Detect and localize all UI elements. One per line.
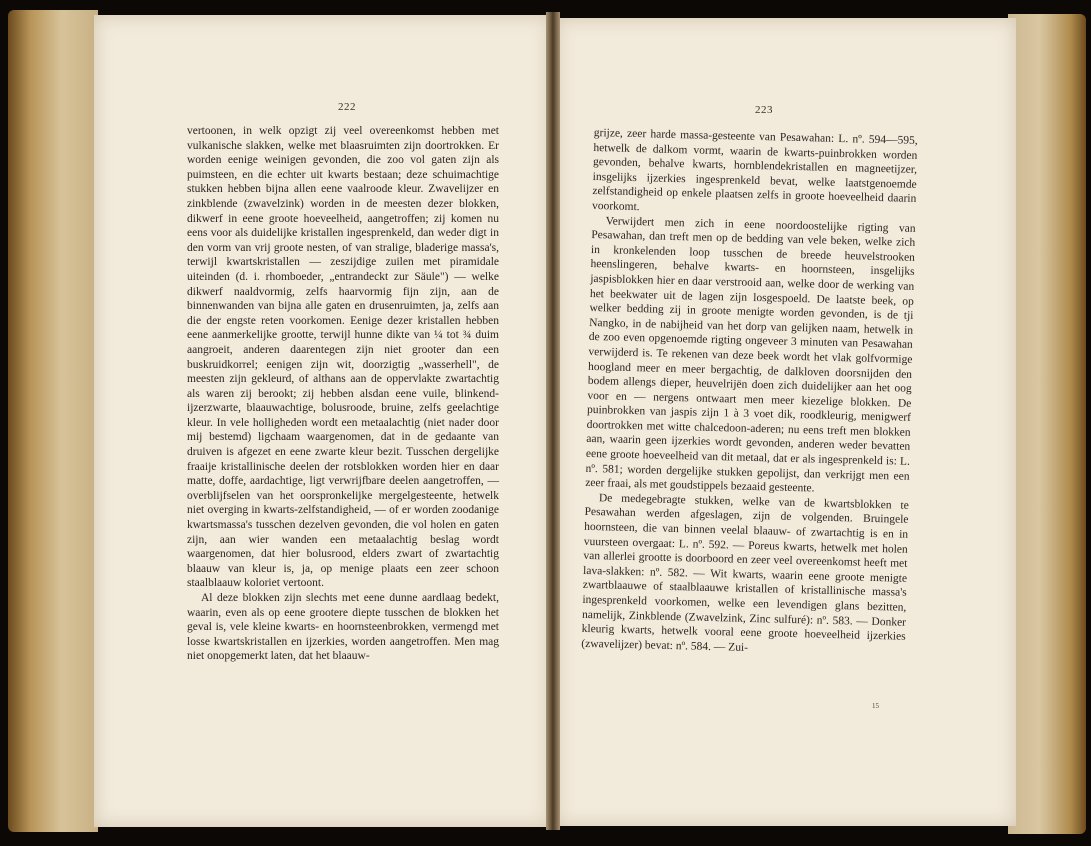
page-edges-right — [1008, 14, 1086, 834]
paragraph: De medegebragte stukken, welke van de kwartsblokken te Pesawahan werden afgeslagen, zijn de volgenden. Bruingele hoornsteen, die van binnen veelal blaauw- of zwartachtig is en in vuursteen overgaat: L. nº. 592. — Poreus kwarts, hetwelk met holen van allerlei grootte is doorboord en zeer veel overeenkomst heeft met lava-slakken: nº. 582. — Wit kwarts, waarin eene groote menigte zwartblaauwe of staalblaauwe kristallen of kristallinische massa's ingesprenkeld voorkomen, welke een levendigen glans bezitten, namelijk, Zinkblende (Zwavelzink, Zinc sulfuré): nº. 583. — Donker kleurig kwarts, hetwelk vooral eene groote hoeveelheid ijzerkies (zwavelijzer) bevat: nº. 584. — Zui- — [581, 492, 909, 654]
signature-mark: 15 — [872, 702, 879, 710]
paragraph: Al deze blokken zijn slechts met eene dunne aardlaag bedekt, waarin, even als op eene grootere diepte tusschen de blokken het geval is, vele kleine kwarts- en hoornsteenbrokken, vermengd met losse kwartskristallen en ijzerkies, worden aangetroffen. Men mag niet onopgemerkt laten, dat het blaauw- — [187, 592, 499, 663]
paragraph: Verwijdert men zich in eene noordoostelijke rigting van Pesawahan, dan treft men op de bedding van vele beken, welke zich in kronkelenden loop tusschen de breede heuvelstrooken heenslingeren, behalve kwarts- en hoornsteen, insgelijks jaspisblokken hier en daar verstrooid aan, welke door de werking van het beekwater uit de lagen zijn losgespoeld. De laatste beek, op welker bedding zij in groote menigte worden gevonden, is de tji Nangko, in de nabijheid van het dorp van gelijken naam, hetwelk in de zoo even opgenoemde rigting ongeveer 3 minuten van Pesawahan verwijderd is. Te rekenen van deze beek wordt het vlak golfvormige hoogland meer en meer bergachtig, de dalkloven doorsnijden den bodem allengs dieper, heuvelrijën doen zich duidelijker aan het oog voor en — nergens ontwaart men meer kiezelige blokken. De puinbrokken van jaspis zijn 1 à 3 voet dik, roodkleurig, menigwerf doortrokken met witte chalcedoon-aderen; nu eens treft men blokken aan, waarin geen ijzerkies wordt gevonden, anderen weder bevatten eene groote hoeveelheid van dit metaal, dat er als ingesprenkeld is: L. nº. 581; worden dergelijke stukken gepolijst, dan verkrijgt men een zeer fraai, als met goudstippels bezaaid gesteente. — [585, 214, 916, 495]
page-number-left: 222 — [338, 101, 356, 113]
right-page-text — [581, 126, 918, 659]
paragraph: grijze, zeer harde massa-gesteente van Pesawahan: L. nº. 594—595, hetwelk de dalkom vormt, waarin de kwarts-puinbrokken worden gevonden, behalve kwarts, hornblendekristallen en magneetijzer, insgelijks ijzerkies ingesprenkeld bevat, welke laatstgenoemde zelfstandigheid op enkele plaatsen zelfs in groote hoeveelheid daarin voorkomt. — [591, 126, 918, 214]
left-page-text — [187, 124, 499, 664]
page-number-right: 223 — [755, 104, 773, 116]
book-gutter — [546, 12, 560, 830]
page-edges-left — [8, 10, 98, 832]
paragraph: vertoonen, in welk opzigt zij veel overeenkomst hebben met vulkanische slakken, welke met blaasruimten zijn doortrokken. Er worden eenige weinigen gevonden, die zoo vol gaten zijn als puimsteen, en die echter uit kwarts bestaan; deze schuimachtige stukken hebben bijna allen eene vaalroode kleur. Zwavelijzer en zinkblende (zwavelzink) worden in de meesten dezer blokken, dikwerf in eene groote hoeveelheid, aangetroffen; zij komen nu eens voor als duidelijke kristallen ingesprenkeld, dan weder digt in den vorm van vrij groote nesten, of van stralige, bladerige massa's, terwijl kwartskristallen — zeszijdige zuilen met piramidale uiteinden (d. i. rhomboeder, „entrandeckt zur Säule") — welke dikwerf naaldvormig, zelfs haarvormig fijn zijn, aan de binnenwanden van bijna alle gaten en drusenruimten, ja, zelfs aan die der engste reten voorkomen. Eenige dezer kristallen hebben eene aanmerkelijke grootte, terwijl hunne dikte van ¼ tot ¾ duim aangroeit, anderen daarentegen zijn niet grooter dan een buskruidkorrel; eenigen zijn wit, doorzigtig „wasserhell", de meesten zijn gekleurd, of althans aan de oppervlakte zwartachtig als waren zij berookt; zij hebben alsdan eene vuile, blinkend-ijzerzwarte, blaauwachtige, bolusroode, bruine, zelfs geelachtige kleur. In vele holligheden wordt een metaalachtig (niet nader door mij bestemd) ligchaam waargenomen, dat in de gedaante van druiven is afgezet en eene zwarte kleur bezit. Tusschen dergelijke fraaije kristallinische deelen der rotsblokken worden hier en daar matte, doffe, aardachtige, ligt verwrijfbare deelen aangetroffen, — overblijfselen van het oorspronkelijke mergelgesteente, hetwelk niet overging in kwarts-zelfstandigheid, — of er worden zoodanige kwartsmassa's tusschen dezelven gevonden, die vol holen en gaten zijn, aan wier wanden een metaalachtig beslag wordt waargenomen, dat hier bolusrood, elders zwart of zwartachtig blaauw van kleur is, ja, op menige plaats een zeer schoon staalblaauw koloriet vertoont. — [187, 125, 499, 590]
